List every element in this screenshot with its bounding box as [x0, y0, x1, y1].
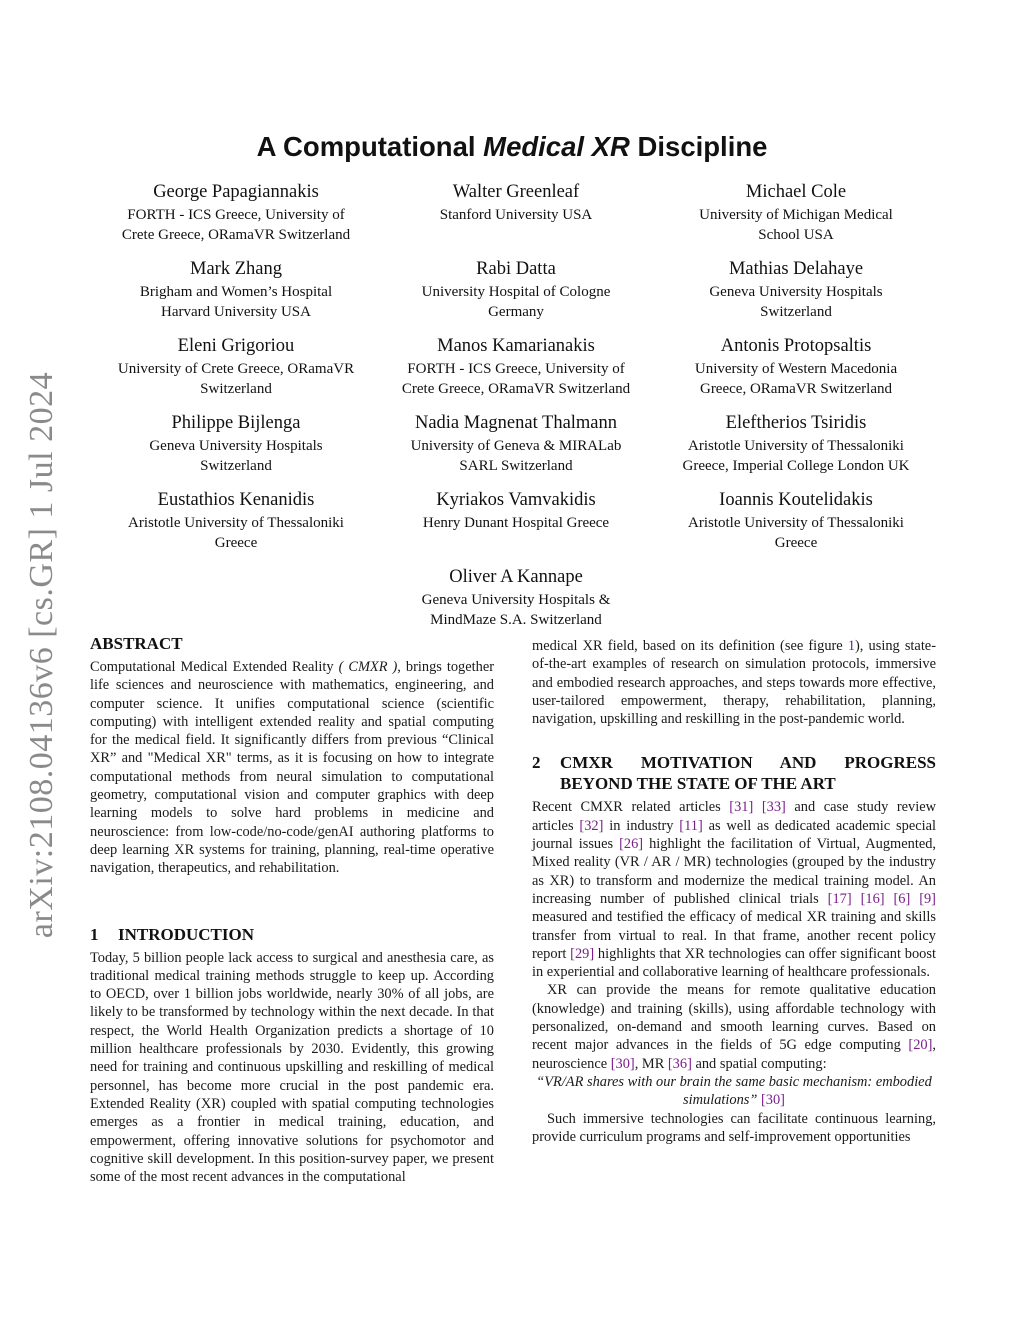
author-affiliation: Crete Greece, ORamaVR Switzerland — [401, 381, 631, 397]
author — [656, 411, 936, 488]
author-name: Oliver A Kannape — [449, 567, 583, 587]
author-affiliation: Geneva University Hospitals — [709, 284, 883, 300]
author-name: Eleni Grigoriou — [177, 336, 295, 356]
paper-title: A Computational Medical XR Discipline — [256, 131, 768, 162]
author-affiliation: University Hospital of Cologne — [421, 284, 611, 300]
author — [376, 488, 656, 565]
author-row — [96, 180, 936, 257]
author-affiliation: Stanford University USA — [439, 207, 593, 223]
author — [96, 257, 376, 334]
author-affiliation: Greece, ORamaVR Switzerland — [699, 381, 892, 397]
author-row — [96, 565, 936, 642]
author-affiliation: Switzerland — [200, 381, 272, 397]
author-affiliation: Germany — [488, 304, 544, 320]
arxiv-identifier: arXiv:2108.04136v6 [cs.GR] 1 Jul 2024 — [23, 371, 60, 939]
author-name: Eleftherios Tsiridis — [725, 413, 867, 433]
intro-continued: medical XR field, based on its definition (see figure 1), using state-of-the-art examples of research on simulation protocols, immersive and embodied research approaches, and steps towards more effective, user-tailored empowerment, therapy, rehabilitation, planning, navigation, upskilling and reskilling in the post-pandemic world. — [532, 638, 936, 728]
figure-link[interactable]: 1 — [847, 638, 856, 654]
author — [656, 334, 936, 411]
author-block — [96, 180, 936, 642]
author-affiliation: Henry Dunant Hospital Greece — [422, 515, 610, 531]
author — [656, 257, 936, 334]
author-affiliation: Brigham and Women’s Hospital — [139, 284, 333, 300]
author — [96, 488, 376, 565]
author — [376, 334, 656, 411]
author-affiliation: University of Geneva & MIRALab — [410, 438, 622, 454]
citation-link[interactable]: [16] — [860, 890, 885, 907]
author-name: Eustathios Kenanidis — [157, 490, 315, 510]
author — [96, 334, 376, 411]
citation-link[interactable]: [30] — [760, 1092, 785, 1109]
author-name: Kyriakos Vamvakidis — [436, 490, 596, 510]
author-name: Antonis Protopsaltis — [720, 336, 872, 356]
author — [656, 180, 936, 257]
author-affiliation: University of Western Macedonia — [694, 361, 898, 377]
section2-paragraph-2: XR can provide the means for remote qualitative education (knowledge) and training (skills), using affordable technology with personalized, on-demand and smooth learning curves. Based on recent major advances in the fields of 5G edge computing [20], neuroscience [30], MR [36] and spatial computing: — [532, 982, 936, 1072]
author-affiliation: Greece — [774, 535, 818, 551]
citation-link[interactable]: [9] — [919, 890, 936, 907]
author-name: Manos Kamarianakis — [437, 336, 595, 356]
author-affiliation: Switzerland — [760, 304, 832, 320]
author-name: Walter Greenleaf — [452, 182, 580, 202]
citation-link[interactable]: [30] — [610, 1055, 635, 1072]
author — [376, 411, 656, 488]
author-name: Ioannis Koutelidakis — [719, 490, 873, 510]
citation-link[interactable]: [17] — [827, 890, 852, 907]
arxiv-sidebar — [19, 371, 65, 939]
citation-link[interactable]: [11] — [679, 817, 703, 834]
author-affiliation: SARL Switzerland — [459, 458, 573, 474]
author-row — [96, 411, 936, 488]
section2-paragraph-3: Such immersive technologies can facilitate continuous learning, provide curriculum programs and self-improvement opportunities — [532, 1110, 936, 1145]
citation-link[interactable]: [32] — [579, 817, 604, 834]
abstract-text: Computational Medical Extended Reality ( CMXR ), brings together life sciences and neuroscience with mathematics, engineering, and computer science. It unifies computational science (scientific computing) with intelligent extended reality and spatial computing for the medical field. It significantly differs from previous “Clinical XR” and "Medical XR" terms, as it is focusing on how to integrate computational methods from neural simulation to computational geometry, computational vision and computer graphics with deep learning models to solve hard problems in medicine and neuroscience: from low-code/no-code/genAI authoring platforms to deep learning XR systems for training, planning, real-time operative navigation, therapeutics, and rehabilitation. — [90, 659, 495, 877]
citation-link[interactable]: [29] — [570, 945, 595, 962]
author — [376, 565, 656, 642]
author-affiliation: School USA — [758, 227, 834, 243]
author — [656, 488, 936, 565]
author-affiliation: FORTH - ICS Greece, University of — [407, 361, 625, 377]
citation-link[interactable]: [31] — [729, 799, 754, 816]
citation-link[interactable]: [20] — [908, 1037, 933, 1054]
author — [376, 180, 656, 257]
citation-link[interactable]: [36] — [667, 1055, 692, 1072]
author — [376, 257, 656, 334]
abstract-heading: ABSTRACT — [90, 634, 183, 653]
author-affiliation: Switzerland — [200, 458, 272, 474]
author-row — [96, 488, 936, 565]
block-quote: “VR/AR shares with our brain the same basic mechanism: embodied simulations” [30] — [536, 1073, 932, 1109]
author-row — [96, 334, 936, 411]
author-affiliation: Greece, Imperial College London UK — [682, 458, 910, 474]
author-name: Philippe Bijlenga — [171, 413, 301, 433]
left-column — [90, 633, 494, 1186]
author-affiliation: Aristotle University of Thessaloniki — [688, 438, 904, 454]
section2-heading: 2 CMXR MOTIVATION AND PROGRESS BEYOND THE STATE OF THE ART — [532, 753, 936, 794]
author-affiliation: Greece — [214, 535, 258, 551]
author-affiliation: Geneva University Hospitals — [149, 438, 323, 454]
author-name: Michael Cole — [745, 182, 847, 202]
title-italic: Medical XR — [483, 131, 630, 162]
author-affiliation: Aristotle University of Thessaloniki — [688, 515, 904, 531]
author-affiliation: Crete Greece, ORamaVR Switzerland — [121, 227, 351, 243]
author-name: Rabi Datta — [476, 259, 556, 279]
author-name: Mathias Delahaye — [728, 259, 864, 279]
cmxr-acronym: ( CMXR ) — [338, 659, 398, 675]
citation-link[interactable]: [26] — [619, 836, 644, 853]
author — [96, 411, 376, 488]
right-column — [532, 637, 936, 1146]
section2-paragraph-1: Recent CMXR related articles [31] [33] and case study review articles [32] in industry [11] as well as dedicated academic special journal issues [26] highlight the facilitation of Virtual, Augmented, Mixed reality (VR / AR / MR) technologies (grouped by the industry as XR) to transform and modernize the medical training model. An increasing number of published clinical trials [17] [16] [6] [9] measured and testified the efficacy of medical XR training and skills transfer from virtual to real. In that frame, another recent policy report [29] highlights that XR technologies can offer significant boost in experiential and collaborative learning of healthcare professionals. — [532, 799, 937, 981]
author-affiliation: FORTH - ICS Greece, University of — [127, 207, 345, 223]
author-name: Mark Zhang — [190, 259, 282, 279]
intro-heading: 1 INTRODUCTION — [90, 924, 255, 944]
intro-text: Today, 5 billion people lack access to surgical and anesthesia care, as traditional medical training methods struggle to keep up. According to OECD, over 1 billion jobs worldwide, nearly 30% of all jobs, are likely to be transformed by technology within the next decade. In that respect, the World Health Organization predicts a shortage of 10 million healthcare professionals by 2030. Evidently, this growing need for training and continuous upskilling and reskilling of medical personnel, has become more crucial in the post pandemic era. Extended Reality (XR) coupled with spatial computing technologies emerges as a frontier in medical training, education, and empowerment, offering innovative solutions for psychomotor and cognitive skill development. In this position-survey paper, we present some of the most recent advances in the computational — [90, 949, 494, 1186]
author-name: Nadia Magnenat Thalmann — [414, 413, 618, 433]
author-affiliation: Geneva University Hospitals & — [421, 592, 611, 608]
author-affiliation: University of Michigan Medical — [699, 207, 893, 223]
author-row — [96, 257, 936, 334]
citation-link[interactable]: [33] — [761, 799, 786, 816]
citation-link[interactable]: [6] — [893, 890, 911, 907]
author-name: George Papagiannakis — [153, 182, 319, 202]
author-affiliation: Aristotle University of Thessaloniki — [128, 515, 344, 531]
author — [96, 180, 376, 257]
author-affiliation: Harvard University USA — [161, 304, 311, 320]
author-affiliation: University of Crete Greece, ORamaVR — [117, 361, 355, 377]
author-affiliation: MindMaze S.A. Switzerland — [430, 612, 602, 628]
